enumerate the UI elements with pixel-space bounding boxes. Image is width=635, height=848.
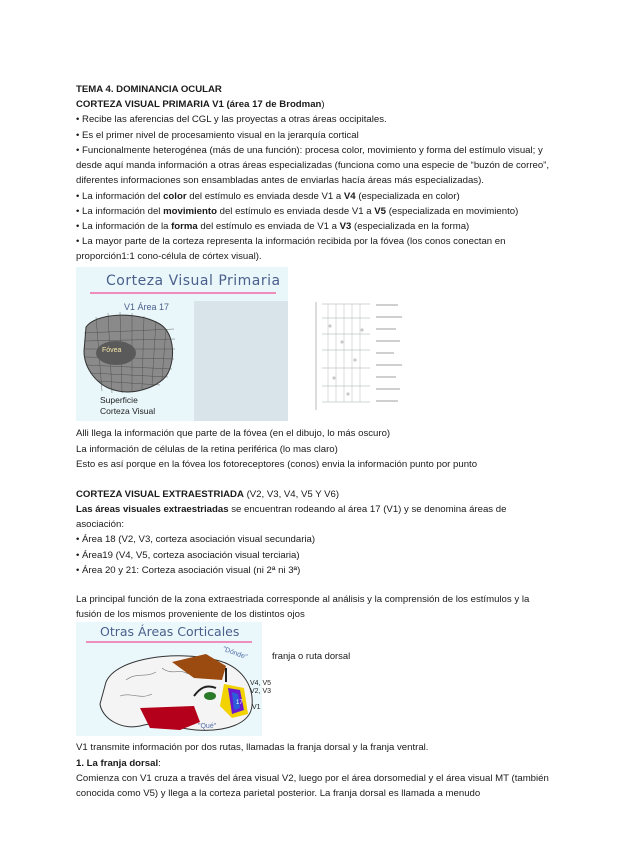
fovea-label: Fóvea [102,347,122,354]
bullet-movimiento: • La información del movimiento del estímulo es enviada desde V1 a V5 (especializada en movimiento) [76,206,519,217]
extraestriada-intro: Las áreas visuales extraestriadas se encuentran rodeando al área 17 (V1) y se denomina áreas de asociación: [76,504,507,531]
extraestriada-function: La principal función de la zona extraestriada corresponde al análisis y la comprensión de los estímulos y la fusión de los mismos proveniente de los distintos ojos [76,594,530,621]
bullet-2: • Es el primer nivel de procesamiento visual en la jerarquía cortical [76,130,359,141]
figure3-title: Otras Áreas Corticales [100,624,240,639]
routes-intro: V1 transmite información por dos rutas, llamadas la franja dorsal y la franja ventral. [76,742,429,753]
area-bullet-3: • Área 20 y 21: Corteza asociación visual (ni 2ª ni 3ª) [76,565,301,576]
brain-diagram [76,622,262,736]
que-label: "Qué" [198,723,217,730]
figure-subtitle: V1 Área 17 [124,302,170,312]
after-fig-line-2: La información de células de la retina periférica (lo mas claro) [76,444,338,455]
franja-dorsal-text: Comienza con V1 cruza a través del área visual V2, luego por el área dorsomedial y el área visual MT (también conocida como V5) y llega a la corteza parietal posterior. La franja dorsal es llamada a menudo [76,773,549,800]
green-nucleus [204,692,216,700]
after-fig-line-3: Esto es así porque en la fóvea los fotoreceptores (conos) envia la información punto por punto [76,459,478,470]
bullet-1: • Recibe las aferencias del CGL y las proyectas a otras áreas occipitales. [76,114,387,125]
figure-bottom-label-1: Superficie [100,395,138,405]
franja-dorsal-heading: 1. La franja dorsal: [76,758,161,769]
grey-panel [194,301,288,421]
bullet-fovea: • La mayor parte de la corteza representa la información recibida por la fóvea (los conos conectan en proporción1:1 cono-célula de córtex visual). [76,236,506,263]
bullet-3: • Funcionalmente heterogénea (más de una función): procesa color, movimiento y forma del estímulo visual; y desde aquí manda información a otras áreas especializadas (funciona como una especie de “buzón de correo”, diferentes informaciones son ensambladas antes de enviarlas hacía áreas más especializadas). [76,145,550,187]
section-heading-v1: CORTEZA VISUAL PRIMARIA V1 (área 17 de Brodman) [76,99,325,110]
donde-label: "Dónde" [221,645,249,662]
label-v4-v5: V4, V5 [250,680,272,687]
figure-title: Corteza Visual Primaria [106,273,281,289]
bullet-forma: • La información de la forma del estímulo es enviada de V1 a V3 (especializada en la forma) [76,221,470,232]
area-bullet-1: • Área 18 (V2, V3, corteza asociación visual secundaria) [76,534,316,545]
figure-cortical-layers [300,290,408,414]
label-17: 17 [236,700,243,706]
after-fig-line-1: Alli llega la información que parte de la fóvea (en el dibujo, lo más oscuro) [76,428,391,439]
label-v1: V1 [252,704,261,711]
label-v2-v3: V2, V3 [250,688,272,695]
area-bullet-2: • Área19 (V4, V5, corteza asociación visual terciaria) [76,550,300,561]
bullet-color: • La información del color del estímulo es enviada desde V1 a V4 (especializada en color) [76,191,460,202]
figure-otras-areas-corticales [76,622,272,736]
doc-title: TEMA 4. DOMINANCIA OCULAR [76,84,222,95]
figure-bottom-label-2: Corteza Visual [100,406,156,416]
dorsal-route-label: franja o ruta dorsal [272,650,351,661]
section-heading-extraestriada: CORTEZA VISUAL EXTRAESTRIADA (V2, V3, V4, V5 Y V6) [76,489,340,500]
figure-corteza-visual-primaria [76,267,288,421]
